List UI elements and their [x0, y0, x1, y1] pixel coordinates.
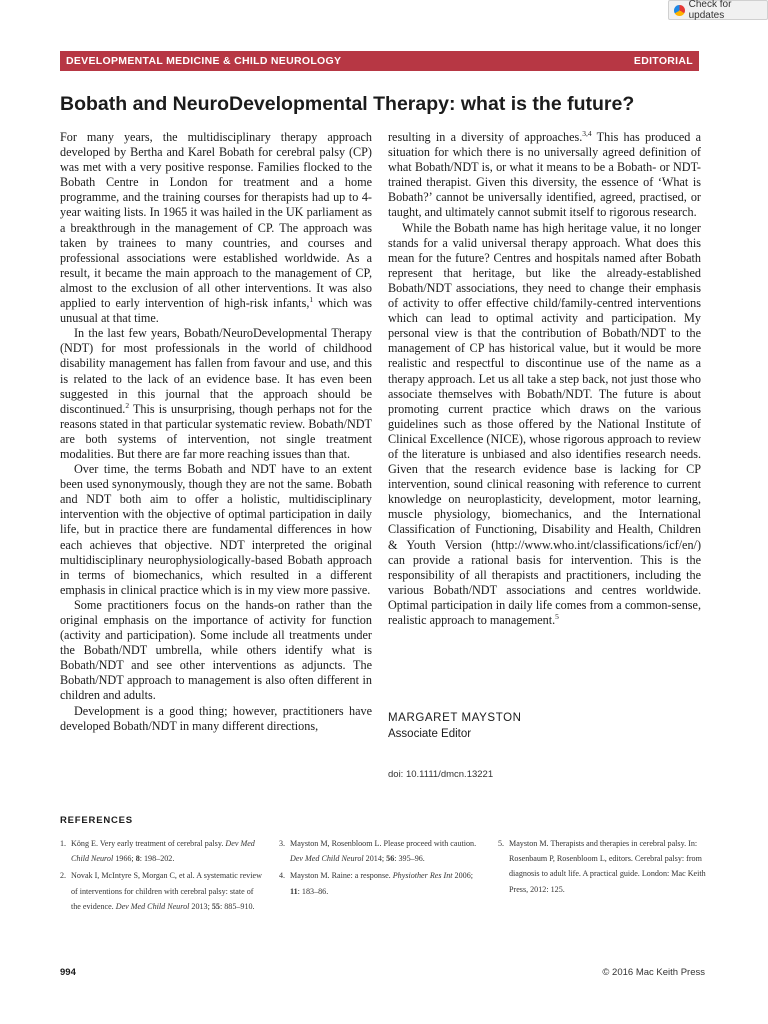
- article-title: Bobath and NeuroDevelopmental Therapy: what is the future?: [60, 93, 635, 115]
- references-column-3: [498, 836, 706, 899]
- copyright: © 2016 Mac Keith Press: [602, 967, 705, 978]
- reference-pages: : 183–86.: [297, 886, 329, 896]
- check-for-updates-button[interactable]: [668, 0, 768, 20]
- paragraph: [388, 130, 701, 221]
- reference-text: Mayston M, Rosenbloom L. Please proceed with caution.: [290, 839, 477, 848]
- paragraph: [60, 326, 372, 462]
- paragraph: [60, 598, 372, 704]
- reference-journal: Dev Med Child Neurol: [71, 839, 255, 864]
- reference-volume: 56: [386, 854, 395, 864]
- reference-text: Mayston M. Raine: a response.: [290, 871, 393, 881]
- reference-item: [279, 836, 484, 866]
- reference-year: 2006;: [452, 871, 473, 881]
- reference-text: Mayston M. Therapists and therapies in cerebral palsy. In: Rosenbaum P, Rosenbloom L, editors. Cerebral palsy: from diagnosis to adult life. A practical guide. London: Mac Keith Press, 2012: 125.: [509, 839, 706, 894]
- reference-volume: 11: [290, 886, 298, 896]
- reference-journal: Dev Med Child Neurol: [115, 901, 190, 911]
- check-for-updates-label: Check for updates: [688, 0, 732, 21]
- paragraph-text: In the last few years, Bobath/NeuroDevelopmental Therapy (NDT) for most professionals in the world of childhood disability management has fallen from favour and use, and this is related to the lack of an evidence base. It has even been suggested in this journal that the approach should be discontinued.: [60, 326, 372, 416]
- reference-year: 1966;: [113, 854, 136, 864]
- reference-item: [498, 836, 706, 897]
- reference-number: 4.: [279, 871, 286, 881]
- page-number: 994: [60, 967, 76, 978]
- journal-name: DEVELOPMENTAL MEDICINE & CHILD NEUROLOGY: [66, 55, 342, 67]
- paragraph-text: Over time, the terms Bobath and NDT have to an extent been used synonymously, though they are not the same. Bobath and NDT both aim to offer a holistic, multidisciplinary intervention with the objective of optimal participation in daily life, but in practice there are fundamental differences in how each achieves that objective. NDT interpreted the original multidisciplinary neurophysiologically-based Bobath approach in terms of biomechanics, which resulted in a different emphasis in clinical practice which is in my view more passive.: [60, 462, 372, 597]
- section-label: EDITORIAL: [633, 55, 693, 67]
- references-column-1: [60, 836, 265, 916]
- author-name: MARGARET MAYSTON: [388, 712, 522, 724]
- paragraph-text: which was unusual at that time.: [60, 296, 372, 326]
- reference-number: 1.: [60, 839, 67, 848]
- citation-superscript: 5: [555, 611, 559, 621]
- citation-superscript: 3,4: [582, 128, 592, 138]
- references-heading: REFERENCES: [60, 815, 133, 826]
- paragraph: [60, 462, 372, 598]
- reference-journal: Physiother Res Int: [392, 871, 453, 881]
- reference-item: [60, 868, 265, 914]
- reference-number: 3.: [279, 839, 286, 848]
- references-column-2: [279, 836, 484, 901]
- author-role: Associate Editor: [388, 728, 472, 740]
- paragraph-text: resulting in a diversity of approaches.: [388, 130, 583, 144]
- paragraph: [388, 221, 701, 629]
- paragraph: [60, 704, 372, 734]
- reference-text: Köng E. Very early treatment of cerebral palsy.: [71, 839, 226, 848]
- reference-number: 5.: [498, 839, 505, 848]
- reference-item: [279, 868, 484, 898]
- citation-superscript: 1: [309, 294, 314, 304]
- paragraph-text: For many years, the multidisciplinary therapy approach developed by Bertha and Karel Bobath for cerebral palsy (CP) was met with a very positive response. Families flocked to the Bobath Centre in London for treatment and a home programme, and the training courses for therapists had up to 4-year waiting lists. In 1965 it was hailed in the UK parliament as a breakthrough in the management of CP. The approach was taken by trainees to many countries, and courses and professional associations were established worldwide. As a result, it became the main approach to the management of CP, almost to the exclusion of all other interventions. It was also applied to early intervention of high-risk infants,: [60, 130, 372, 311]
- reference-volume: 8: [135, 854, 140, 864]
- journal-banner: [60, 51, 699, 71]
- paragraph-text: This has produced a situation for which there is no universally agreed definition of what Bobath/NDT is, or what it means to be a Bobath- or NDT-trained therapist. Given this diversity, the essence of ‘What is Bobath?’ cannot be universally identified, agreed, practised, or taught, and ultimately cannot submit itself to rigorous research.: [388, 130, 701, 220]
- reference-number: 2.: [60, 871, 67, 881]
- reference-pages: : 198–202.: [139, 854, 175, 864]
- reference-journal: Dev Med Child Neurol: [290, 854, 364, 864]
- reference-text: Novak I, McIntyre S, Morgan C, et al. A systematic review of interventions for children with cerebral palsy: state of the evidence.: [71, 871, 262, 911]
- paragraph-text: While the Bobath name has high heritage value, it no longer stands for a valid universal therapy approach. What does this mean for the future? Centres and hospitals named after Bobath represent that heritage, but like the already-established Bobath/NDT associations, they need to change their emphasis of activity to offer effective child/family-centred interventions which can lead to optimal activity and participation. My personal view is that the contribution of Bobath/NDT to the management of CP has historical value, but it would be more realistic and respectful to discontinue use of the name as a therapy approach. Let us all take a step back, not just those who associate themselves with Bobath/NDT. The future is about promoting current practice which draws on the various guidelines such as those offered by the National Institute of Clinical Excellence (NICE), whose rigorous approach to review of the literature is unbiased and also identifies research needs. Given that the research evidence base is lacking for CP intervention, sound clinical reasoning with reference to current knowledge on neuroplasticity, development, motor learning, muscle physiology, biomechanics, and the International Classification of Functioning, Disability and Health, Children & Youth Version (http://www.who.int/classifications/icf/en/) can provide a rational basis for intervention. This is the responsibility of all therapists and practitioners, including the various Bobath/NDT associations and centres worldwide. Optimal participation in daily life comes from a common-sense, realistic approach to management.: [388, 220, 701, 627]
- paragraph: [60, 130, 372, 326]
- reference-year: 2013;: [189, 901, 212, 911]
- doi-link[interactable]: doi: 10.1111/dmcn.13221: [388, 769, 494, 780]
- reference-pages: : 885–910.: [219, 901, 255, 911]
- left-text-column: [60, 130, 372, 734]
- paragraph-text: Some practitioners focus on the hands-on rather than the original emphasis on the importance of activity for function (activity and participation). Some include all treatments under the Bobath/NDT umbrella, while others identify what is Bobath/NDT and see other interventions as adjuncts. The Bobath/NDT approach to management is also often different in children and adults.: [60, 597, 372, 703]
- reference-pages: : 395–96.: [394, 854, 425, 864]
- reference-item: [60, 836, 265, 866]
- paragraph-text: This is unsurprising, though perhaps not for the reasons stated in that particular systematic review. Bobath/NDT are both systems of intervention, not single treatment modalities. But there are far more reaching issues than that.: [60, 401, 372, 461]
- paragraph-text: Development is a good thing; however, practitioners have developed Bobath/NDT in many different directions,: [60, 703, 372, 733]
- reference-volume: 55: [211, 901, 220, 911]
- reference-year: 2014;: [363, 854, 387, 864]
- crossmark-icon: [674, 5, 685, 16]
- right-text-column: [388, 130, 701, 628]
- citation-superscript: 2: [125, 400, 130, 410]
